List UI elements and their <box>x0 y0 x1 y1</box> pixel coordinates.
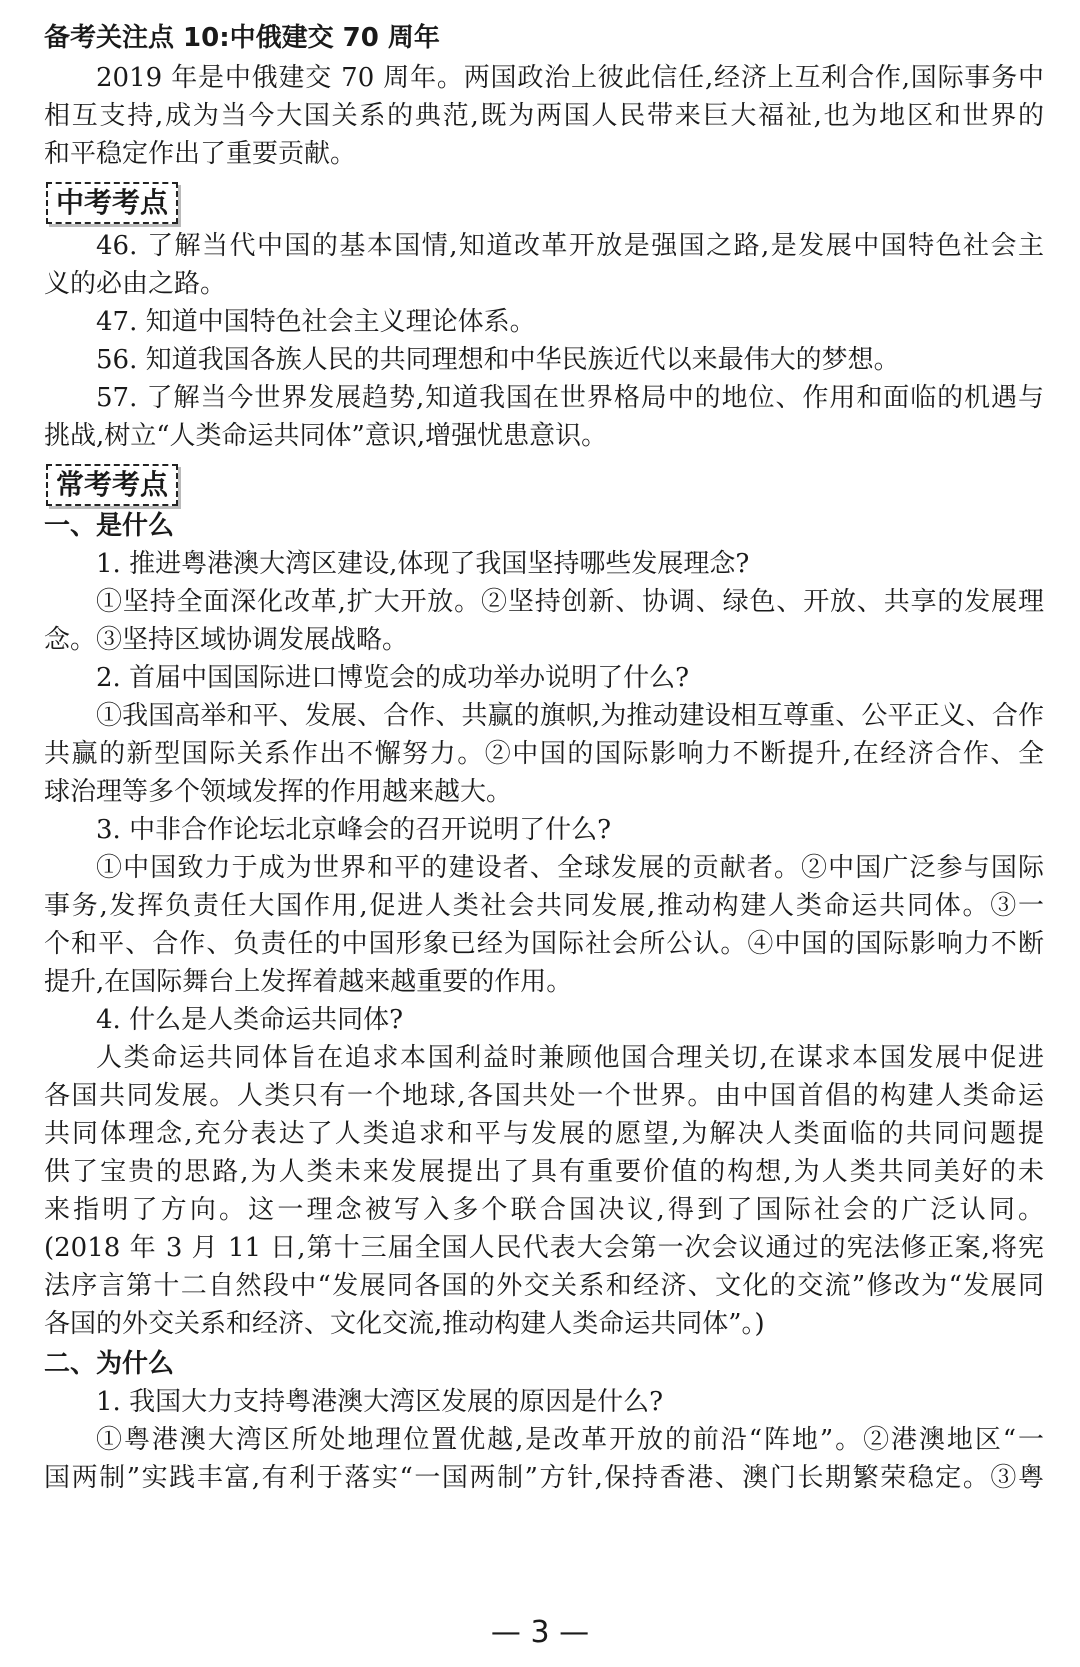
exam-point-line: 46. 了解当代中国的基本国情,知道改革开放是强国之路,是发展中国特色社会主 <box>96 231 1044 261</box>
answer-line: ①我国高举和平、发展、合作、共赢的旗帜,为推动建设相互尊重、公平正义、合作 <box>96 701 1044 731</box>
question-line: 1. 推进粤港澳大湾区建设,体现了我国坚持哪些发展理念? <box>96 549 750 579</box>
exam-point-line: 56. 知道我国各族人民的共同理想和中华民族近代以来最伟大的梦想。 <box>96 345 900 375</box>
answer-line: 事务,发挥负责任大国作用,促进人类社会共同发展,推动构建人类命运共同体。③一 <box>44 891 1044 921</box>
answer-line: 人类命运共同体旨在追求本国利益时兼顾他国合理关切,在谋求本国发展中促进 <box>96 1043 1044 1073</box>
answer-line: 共同体理念,充分表达了人类追求和平与发展的愿望,为解决人类面临的共同问题提 <box>44 1119 1044 1149</box>
exam-point-line: 义的必由之路。 <box>44 269 227 299</box>
paragraph-line: 和平稳定作出了重要贡献。 <box>44 139 357 169</box>
zhongkao-section-label: 中考考点 <box>46 182 178 224</box>
question-line: 4. 什么是人类命运共同体? <box>96 1005 404 1035</box>
changkao-section-label: 常考考点 <box>46 464 178 506</box>
question-line: 2. 首届中国国际进口博览会的成功举办说明了什么? <box>96 663 690 693</box>
exam-point-line: 挑战,树立“人类命运共同体”意识,增强忧患意识。 <box>44 421 608 451</box>
answer-line: 提升,在国际舞台上发挥着越来越重要的作用。 <box>44 967 573 997</box>
exam-point-line: 47. 知道中国特色社会主义理论体系。 <box>96 307 536 337</box>
answer-line: 个和平、合作、负责任的中国形象已经为国际社会所公认。④中国的国际影响力不断 <box>44 929 1044 959</box>
answer-line: 来指明了方向。这一理念被写入多个联合国决议,得到了国际社会的广泛认同。 <box>44 1195 1044 1225</box>
question-line: 3. 中非合作论坛北京峰会的召开说明了什么? <box>96 815 612 845</box>
focus-title: 备考关注点 10:中俄建交 70 周年 <box>44 23 440 53</box>
answer-line: 各国共同发展。人类只有一个地球,各国共处一个世界。由中国首倡的构建人类命运 <box>44 1081 1044 1111</box>
answer-line: 国两制”实践丰富,有利于落实“一国两制”方针,保持香港、澳门长期繁荣稳定。③粤 <box>44 1463 1044 1493</box>
section-heading: 二、为什么 <box>44 1349 175 1379</box>
answer-line: ①坚持全面深化改革,扩大开放。②坚持创新、协调、绿色、开放、共享的发展理 <box>96 587 1044 617</box>
exam-point-line: 57. 了解当今世界发展趋势,知道我国在世界格局中的地位、作用和面临的机遇与 <box>96 383 1044 413</box>
answer-line: ①中国致力于成为世界和平的建设者、全球发展的贡献者。②中国广泛参与国际 <box>96 853 1044 883</box>
answer-line: 各国的外交关系和经济、文化交流,推动构建人类命运共同体”。) <box>44 1309 765 1339</box>
paragraph-line: 相互支持,成为当今大国关系的典范,既为两国人民带来巨大福祉,也为地区和世界的 <box>44 101 1044 131</box>
paragraph-line: 2019 年是中俄建交 70 周年。两国政治上彼此信任,经济上互利合作,国际事务中 <box>96 63 1044 93</box>
answer-line: 球治理等多个领域发挥的作用越来越大。 <box>44 777 513 807</box>
answer-line: 供了宝贵的思路,为人类未来发展提出了具有重要价值的构想,为人类共同美好的未 <box>44 1157 1044 1187</box>
answer-line: 念。③坚持区域协调发展战略。 <box>44 625 409 655</box>
section-heading: 一、是什么 <box>44 511 175 541</box>
question-line: 1. 我国大力支持粤港澳大湾区发展的原因是什么? <box>96 1387 664 1417</box>
answer-line: (2018 年 3 月 11 日,第十三届全国人民代表大会第一次会议通过的宪法修正案,将宪 <box>44 1233 1044 1263</box>
answer-line: ①粤港澳大湾区所处地理位置优越,是改革开放的前沿“阵地”。②港澳地区“一 <box>96 1425 1044 1455</box>
page-number: — 3 — <box>490 1615 590 1650</box>
answer-line: 共赢的新型国际关系作出不懈努力。②中国的国际影响力不断提升,在经济合作、全 <box>44 739 1044 769</box>
answer-line: 法序言第十二自然段中“发展同各国的外交关系和经济、文化的交流”修改为“发展同 <box>44 1271 1044 1301</box>
